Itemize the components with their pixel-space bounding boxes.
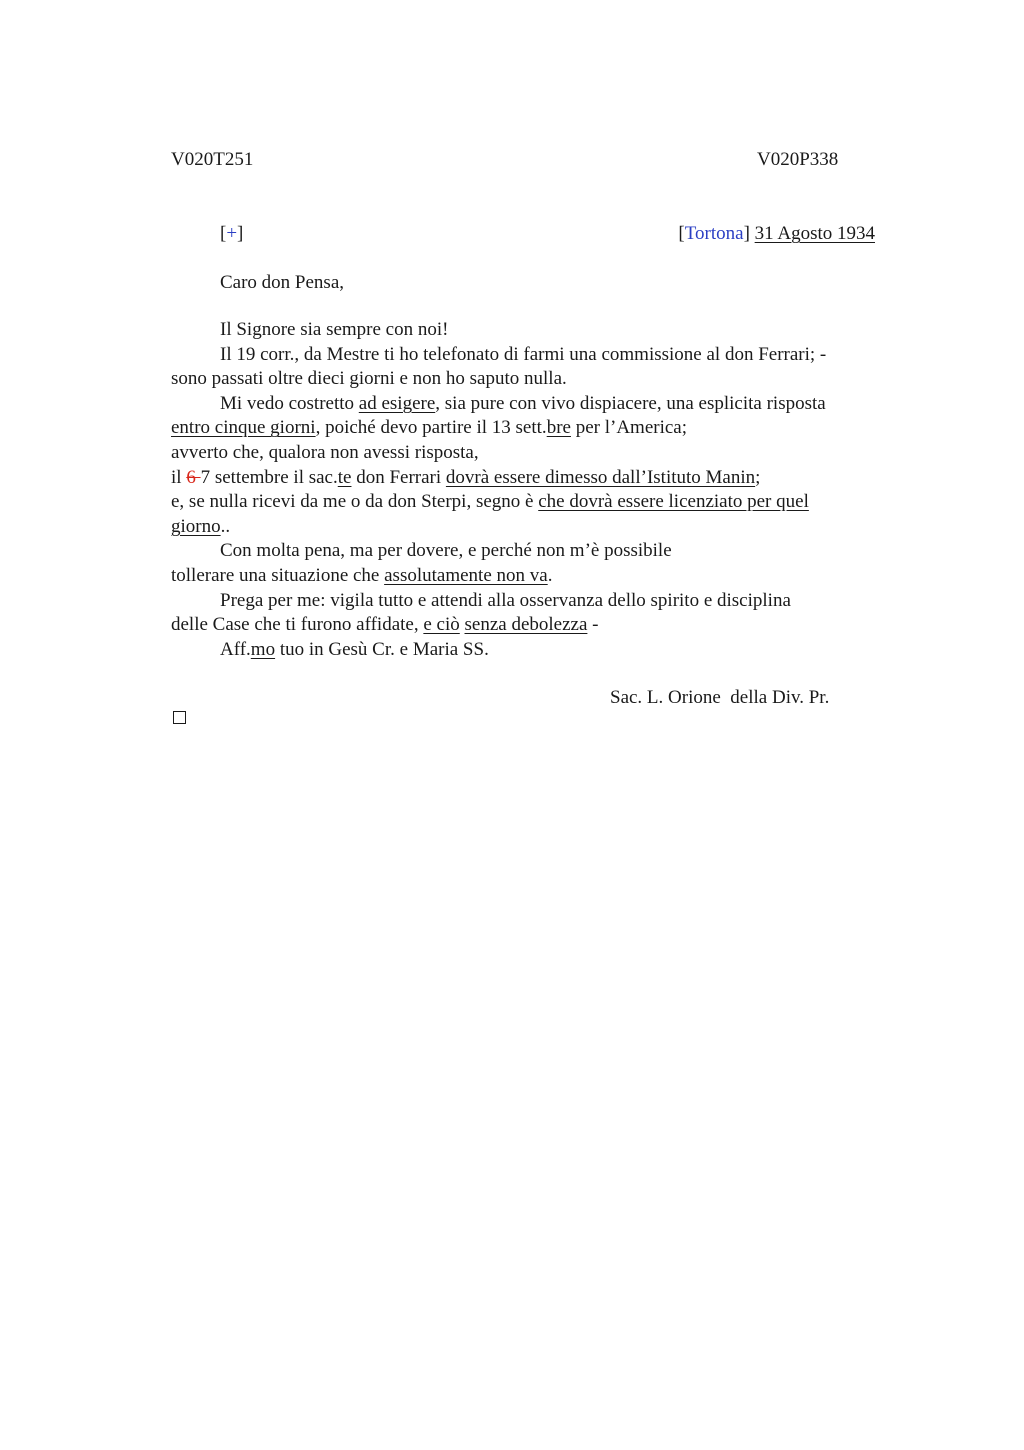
letter-line: Con molta pena, ma per dovere, e perché non m’è possibile xyxy=(220,540,672,562)
bracket-open: [ xyxy=(220,223,227,244)
letter-line: giorno.. xyxy=(171,515,231,537)
letter-line: delle Case che ti furono affidate, e ciò senza debolezza - xyxy=(171,614,599,636)
document-code-left: V020T251 xyxy=(171,149,254,170)
letter-line: sono passati oltre dieci giorni e non ho saputo nulla. xyxy=(171,368,567,390)
letter-date: 31 Agosto 1934 xyxy=(754,223,875,244)
letter-line: e, se nulla ricevi da me o da don Sterpi, segno è che dovrà essere licenziato per quel xyxy=(171,491,809,513)
greeting: Caro don Pensa, xyxy=(220,272,345,293)
letter-line: Il 19 corr., da Mestre ti ho telefonato di farmi una commissione al don Ferrari; - xyxy=(220,343,827,365)
deleted-text: 6 xyxy=(186,466,201,488)
checkbox-square-icon xyxy=(173,711,186,724)
letter-line: il 6 7 settembre il sac.te don Ferrari dovrà essere dimesso dall’Istituto Manin; xyxy=(171,466,761,488)
signature: Sac. L. Orione della Div. Pr. xyxy=(610,687,830,708)
letter-body xyxy=(171,318,883,662)
bracket-close: ] xyxy=(743,223,750,244)
letter-line: avverto che, qualora non avessi risposta, xyxy=(171,441,479,463)
cross-symbol: + xyxy=(226,223,238,244)
letter-line: tollerare una situazione che assolutamente non va. xyxy=(171,564,553,586)
letter-line: Aff.mo tuo in Gesù Cr. e Maria SS. xyxy=(220,638,489,660)
letter-line: Mi vedo costretto ad esigere, sia pure con vivo dispiacere, una esplicita risposta xyxy=(220,392,826,414)
letter-line: entro cinque giorni, poiché devo partire il 13 sett.bre per l’America; xyxy=(171,417,688,439)
letter-line: Il Signore sia sempre con noi! xyxy=(220,319,449,340)
letter-line: Prega per me: vigila tutto e attendi alla osservanza dello spirito e disciplina xyxy=(220,589,791,611)
bracket-close: ] xyxy=(237,223,244,244)
page-code-right: V020P338 xyxy=(757,149,839,170)
bracket-open: [ xyxy=(678,223,685,244)
place-name: Tortona xyxy=(684,223,744,244)
cross-mark xyxy=(220,224,243,243)
dateline xyxy=(678,224,875,243)
